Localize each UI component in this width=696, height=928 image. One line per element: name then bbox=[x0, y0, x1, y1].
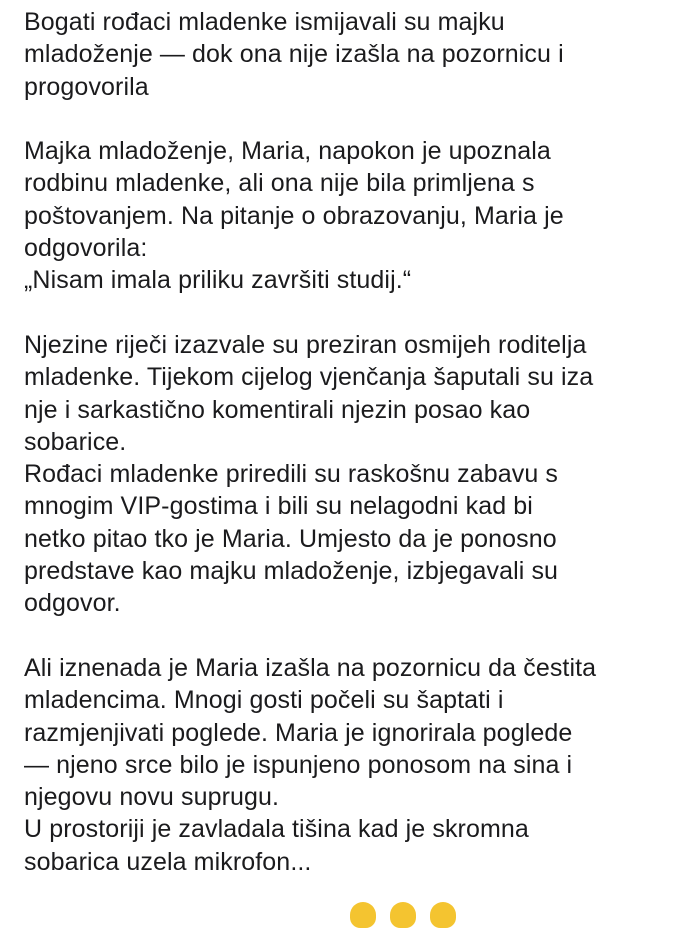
emoji-face-icon bbox=[430, 902, 456, 928]
emoji-row bbox=[350, 902, 460, 922]
text-line: sobarica uzela mikrofon... bbox=[24, 847, 312, 876]
text-line: „Nisam imala priliku završiti studij.“ bbox=[24, 266, 412, 295]
text-line: njegovu novu suprugu. bbox=[24, 783, 280, 812]
text-line: sobarice. bbox=[24, 427, 127, 456]
paragraph bbox=[24, 6, 684, 103]
text-line: mladenke. Tijekom cijelog vjenčanja šaputali su iza bbox=[24, 363, 594, 392]
emoji-face-icon bbox=[390, 902, 416, 928]
paragraph bbox=[24, 652, 684, 878]
text-line: Bogati rođaci mladenke ismijavali su majku bbox=[24, 8, 505, 36]
paragraph-gap bbox=[24, 103, 684, 135]
emoji-face-icon bbox=[350, 902, 376, 928]
paragraph-gap bbox=[24, 297, 684, 329]
text-line: mnogim VIP-gostima i bili su nelagodni kad bi bbox=[24, 492, 533, 521]
text-line: U prostoriji je zavladala tišina kad je skromna bbox=[24, 815, 529, 844]
paragraph-gap bbox=[24, 620, 684, 652]
paragraph bbox=[24, 135, 684, 296]
text-line: rodbinu mladenke, ali ona nije bila primljena s bbox=[24, 169, 535, 198]
text-line: progovorila bbox=[24, 72, 149, 101]
text-line: nje i sarkastično komentirali njezin posao kao bbox=[24, 395, 531, 424]
text-line: poštovanjem. Na pitanje o obrazovanju, Maria je bbox=[24, 201, 564, 230]
text-line: Majka mladoženje, Maria, napokon je upoznala bbox=[24, 137, 551, 166]
text-line: Njezine riječi izazvale su preziran osmijeh roditelja bbox=[24, 330, 587, 359]
post-body bbox=[24, 6, 684, 878]
text-line: Rođaci mladenke priredili su raskošnu zabavu s bbox=[24, 460, 559, 489]
text-line: — njeno srce bilo je ispunjeno ponosom na sina i bbox=[24, 750, 573, 779]
text-line: netko pitao tko je Maria. Umjesto da je ponosno bbox=[24, 524, 557, 553]
text-line: mladoženje — dok ona nije izašla na pozornicu i bbox=[24, 40, 564, 69]
text-line: odgovorila: bbox=[24, 234, 148, 263]
text-line: odgovor. bbox=[24, 589, 121, 618]
paragraph bbox=[24, 329, 684, 620]
text-line: Ali iznenada je Maria izašla na pozornicu da čestita bbox=[24, 653, 597, 682]
text-line: razmjenjivati poglede. Maria je ignorirala poglede bbox=[24, 718, 573, 747]
text-line: mladencima. Mnogi gosti počeli su šaptati i bbox=[24, 686, 504, 715]
text-line: predstave kao majku mladoženje, izbjegavali su bbox=[24, 557, 559, 586]
